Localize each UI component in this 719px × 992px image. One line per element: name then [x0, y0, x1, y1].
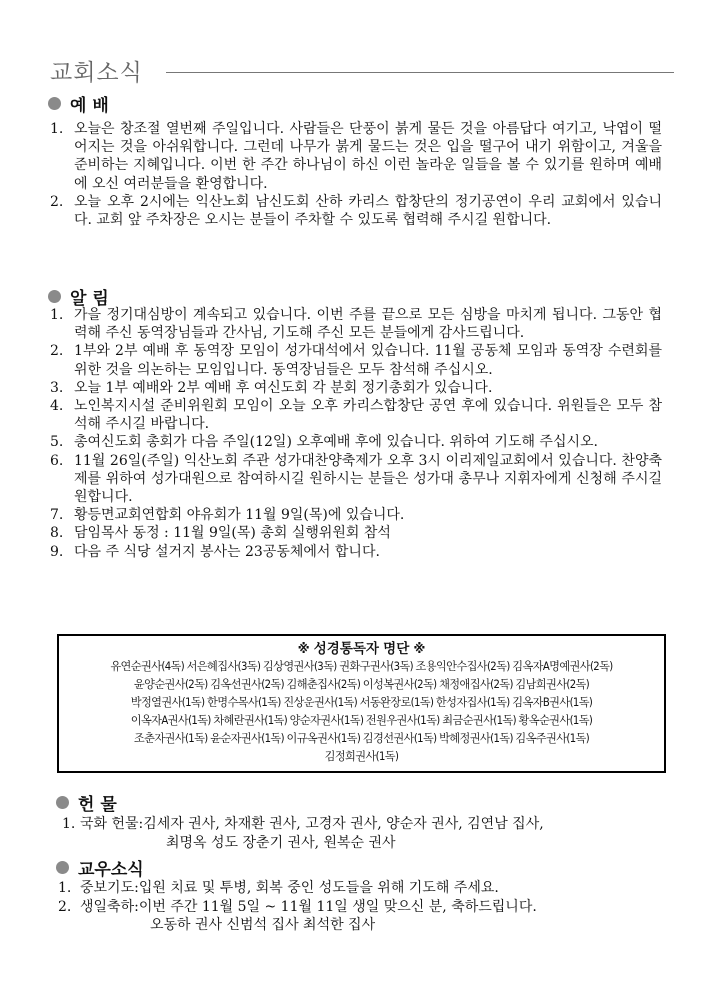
item-number: 3. — [50, 379, 64, 396]
item-text: 이번 주간 11월 5일 ~ 11월 11일 생일 맞으신 분, 축하드립니다. — [138, 898, 537, 915]
item-number: 5. — [50, 434, 64, 451]
bullet-icon — [48, 290, 61, 303]
list-item — [50, 543, 662, 561]
members-list — [58, 879, 668, 935]
page-title: 교회소식 — [50, 60, 143, 86]
item-label: 국화 헌물: — [80, 816, 144, 832]
section-title: 예 배 — [70, 95, 109, 116]
item-label: 생일축하: — [80, 898, 139, 915]
item-text: 다음 주 식당 설거지 봉사는 23공동체에서 합니다. — [74, 543, 380, 560]
title-divider — [166, 72, 674, 73]
item-text: 오늘 1부 예배와 2부 예배 후 여신도회 각 분회 정기총회가 있습니다. — [74, 379, 493, 396]
bullet-icon — [56, 796, 69, 809]
list-item — [50, 306, 662, 342]
item-text: 오늘 오후 2시에는 익산노회 남신도회 산하 카리스 합창단의 정기공연이 우리 교회에서 있습니다. 교회 앞 주차장은 오시는 분들이 주차할 수 있도록 협력해 주시길 원합니다. — [74, 193, 662, 229]
notices-list — [50, 306, 662, 561]
worship-section-heading — [48, 91, 109, 115]
item-text: 총여신도회 총회가 다음 주일(12일) 오후예배 후에 있습니다. 위하여 기도해 주십시오. — [74, 434, 598, 451]
offering-section-heading — [56, 790, 117, 814]
notices-section-heading — [48, 284, 109, 308]
item-number: 9. — [50, 543, 64, 560]
list-item — [50, 193, 662, 229]
item-text: 가을 정기대심방이 계속되고 있습니다. 이번 주를 끝으로 모든 심방을 마치게 됩니다. 그동안 협력해 주신 동역장님들과 간사님, 기도해 주신 모든 분들에게 감사드립니다. — [74, 307, 662, 342]
item-number: 4. — [50, 398, 64, 415]
list-item — [50, 397, 662, 433]
item-number: 1. — [62, 816, 76, 832]
item-text: 황등면교회연합회 야유회가 11월 9일(목)에 있습니다. — [74, 507, 405, 524]
members-section-heading — [56, 855, 144, 879]
item-number: 2. — [50, 193, 64, 210]
item-text: 담임목사 동정 : 11월 9일(목) 총회 실행위원회 참석 — [74, 525, 391, 542]
item-number: 1. — [50, 307, 64, 323]
item-number: 2. — [58, 898, 72, 915]
reader-line: 박정열권사(1독) 한명수목사(1독) 진상운권사(1독) 서동완장로(1독) 한성자집사(1독) 김옥자B권사(1독) — [130, 696, 593, 709]
box-title: ※ 성경통독자 명단 ※ — [297, 641, 426, 657]
bullet-icon — [48, 97, 61, 110]
reader-line: 조춘자권사(1독) 윤순자권사(1독) 이규옥권사(1독) 김경선권사(1독) 박혜정권사(1독) 김옥주권사(1독) — [133, 732, 590, 745]
list-item — [62, 815, 662, 834]
reader-line: 이옥자A권사(1독) 차혜란권사(1독) 양순자권사(1독) 전원우권사(1독) 최금순권사(1독) 황옥순권사(1독) — [130, 714, 593, 727]
item-text: 오동하 권사 신범석 집사 최석한 집사 — [150, 917, 376, 933]
list-item — [50, 452, 662, 507]
list-item — [58, 898, 668, 917]
list-item — [50, 506, 662, 524]
list-item-continued — [58, 916, 668, 935]
reader-line: 윤양순권사(2독) 김옥선권사(2독) 김해춘집사(2독) 이성복권사(2독) 채정애집사(2독) 김남희권사(2독) — [133, 678, 590, 691]
list-item — [50, 342, 662, 378]
item-number: 8. — [50, 525, 64, 542]
item-text: 11월 26일(주일) 익산노회 주관 성가대찬양축제가 오후 3시 이리제일교회에서 있습니다. 찬양축제를 위하여 성가대원으로 참여하시길 원하시는 분들은 성가대 총무나 지휘자에게 신청해 주시길 원합니다. — [74, 452, 662, 506]
list-item-continued — [62, 834, 662, 853]
list-item — [50, 433, 662, 451]
offering-list — [62, 815, 662, 852]
list-item — [50, 524, 662, 542]
reader-line: 김정희권사(1독) — [324, 750, 399, 763]
item-text: 노인복지시설 준비위원회 모임이 오늘 오후 카리스합창단 공연 후에 있습니다. 위원들은 모두 참석해 주시길 바랍니다. — [74, 398, 662, 433]
worship-list — [50, 120, 662, 229]
item-text: 1부와 2부 예배 후 동역장 모임이 성가대석에서 있습니다. 11월 공동체 모임과 동역장 수련회를 위한 것을 의논하는 모임입니다. 동역장님들은 모두 참석해 주십시오. — [74, 343, 662, 378]
item-number: 2. — [50, 343, 64, 360]
item-label: 중보기도: — [80, 880, 139, 896]
item-text: 김세자 권사, 차재환 권사, 고경자 권사, 양순자 권사, 김연남 집사, — [143, 816, 544, 832]
section-title: 알 림 — [70, 288, 109, 309]
item-number: 7. — [50, 507, 64, 524]
item-text: 입원 치료 및 투병, 회복 중인 성도들을 위해 기도해 주세요. — [138, 880, 499, 896]
section-title: 헌 물 — [78, 794, 117, 815]
item-number: 6. — [50, 452, 64, 469]
list-item — [58, 879, 668, 898]
list-item — [50, 120, 662, 193]
item-text: 최명옥 성도 장춘기 권사, 원복순 권사 — [166, 834, 396, 851]
bible-readers-box — [57, 634, 666, 773]
item-number: 1. — [58, 880, 72, 896]
reader-line: 유연순권사(4독) 서은혜집사(3독) 김상영권사(3독) 권화구권사(3독) 조용익안수집사(2독) 김옥자A명예권사(2독) — [110, 660, 613, 673]
bullet-icon — [56, 861, 69, 874]
item-number: 1. — [50, 121, 64, 137]
item-text: 오늘은 창조절 열번째 주일입니다. 사람들은 단풍이 붉게 물든 것을 아름답다 여기고, 낙엽이 떨어지는 것을 아쉬워합니다. 그런데 나무가 붉게 물드는 것은 입을 떨구어 내기 위함이고, 겨울을 준비하는 지혜입니다. 이번 한 주간 하나님이 하신 이런 놀라운 일들을 볼 수 있기를 원하며 예배에 오신 여러분들을 환영합니다. — [74, 121, 662, 192]
section-title: 교우소식 — [78, 859, 144, 880]
list-item — [50, 379, 662, 397]
